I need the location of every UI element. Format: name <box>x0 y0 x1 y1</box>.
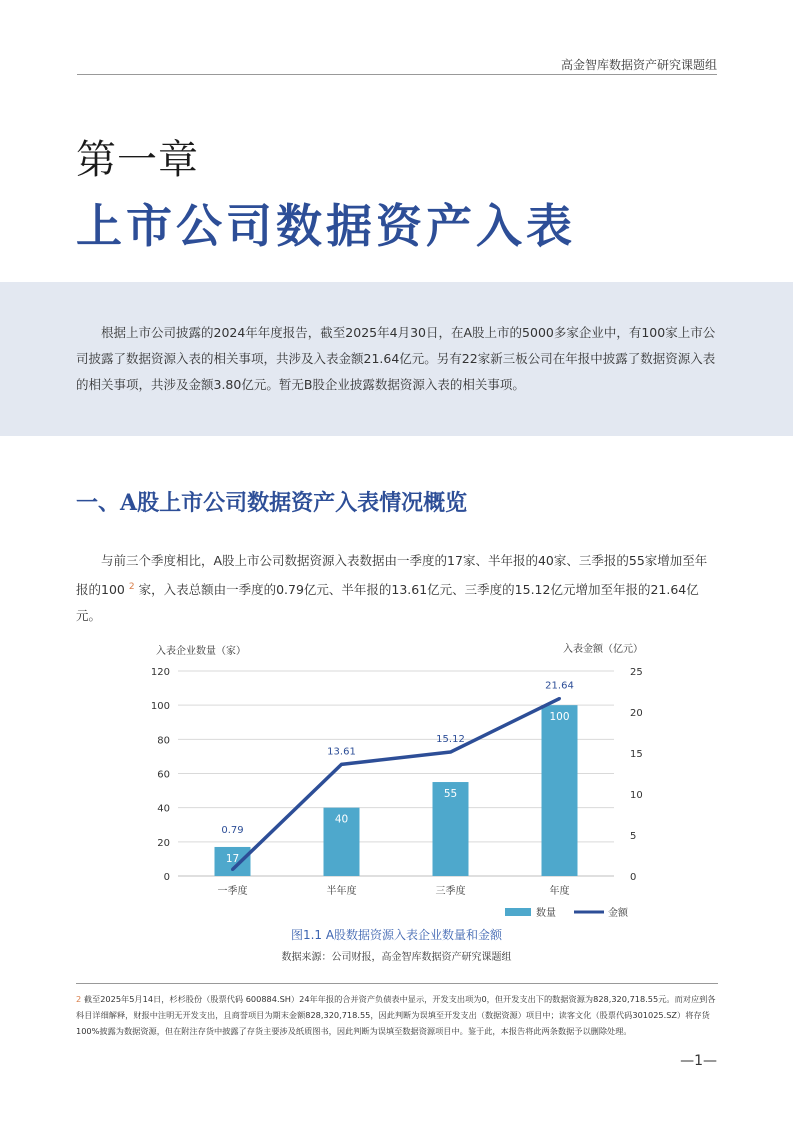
y-left-tick-label: 120 <box>150 667 170 678</box>
y-right-tick-label: 25 <box>630 667 643 678</box>
figure-caption: 图1.1 A股数据资源入表企业数量和金额 <box>290 928 503 942</box>
footnote-divider <box>76 983 718 984</box>
bar-value-label: 100 <box>549 711 570 724</box>
y-left-tick-label: 20 <box>157 837 170 849</box>
legend-label-bar: 数量 <box>536 908 556 919</box>
figure-chart <box>0 630 793 930</box>
footnote <box>76 991 717 1039</box>
y-right-tick-label: 5 <box>630 831 637 842</box>
body-text-before: 与前三个季度相比，A股上市公司数据资源入表数据由一季度的17家、半年报的40家、三季报的55家增加至年报的100 <box>76 553 708 598</box>
y-right-tick-label: 20 <box>630 708 643 719</box>
line-point <box>558 697 561 700</box>
legend-swatch-bar <box>505 908 531 916</box>
x-tick-label: 半年度 <box>326 886 357 897</box>
y-right-tick-label: 10 <box>630 790 643 801</box>
section-title: 一、A股上市公司数据资产入表情况概览 <box>76 490 468 516</box>
header-divider <box>77 74 717 75</box>
line-series-amount <box>233 699 560 870</box>
y-left-tick-label: 80 <box>157 735 170 747</box>
x-tick-label: 三季度 <box>435 886 466 897</box>
footnote-number: 2 <box>76 994 82 1004</box>
line-point <box>340 763 343 766</box>
bar <box>542 705 578 876</box>
body-text-after: 家，入表总额由一季度的0.79亿元、半年报的13.61亿元、三季度的15.12亿元增加至年报的21.64亿元。 <box>76 582 699 624</box>
line-point <box>449 751 452 754</box>
y-left-tick-label: 0 <box>163 872 170 883</box>
x-tick-label: 一季度 <box>217 886 248 897</box>
y-left-tick-label: 40 <box>157 803 170 815</box>
y-right-tick-label: 0 <box>630 872 637 883</box>
y-right-tick-label: 15 <box>630 749 643 760</box>
chapter-title: 上市公司数据资产入表 <box>76 199 576 253</box>
page-number: —1— <box>680 1053 717 1069</box>
line-value-label: 21.64 <box>545 680 574 692</box>
legend-label-line: 金额 <box>608 908 628 919</box>
figure-source: 数据来源：公司财报，高金智库数据资产研究课题组 <box>281 952 512 963</box>
y-left-axis-title: 入表企业数量（家） <box>156 646 246 657</box>
line-value-label: 15.12 <box>436 734 465 746</box>
x-tick-label: 年度 <box>549 886 570 897</box>
chapter-number: 第一章 <box>76 137 199 183</box>
org-name: 高金智库数据资产研究课题组 <box>560 58 717 72</box>
body-paragraph <box>76 548 717 629</box>
bar-value-label: 55 <box>443 788 458 801</box>
y-left-tick-label: 60 <box>157 769 170 781</box>
line-value-label: 13.61 <box>327 746 356 758</box>
bar-value-label: 17 <box>225 852 240 865</box>
intro-paragraph: 根据上市公司披露的2024年年度报告，截至2025年4月30日，在A股上市的5000多家企业中，有100家上市公司披露了数据资源入表的相关事项，共涉及入表金额21.64亿元。另有22家新三板公司在年报中披露了数据资源入表的相关事项，共涉及金额3.80亿元。暂无B股企业披露数据资源入表的相关事项。 <box>76 325 716 392</box>
footnote-ref[interactable]: 2 <box>128 582 135 592</box>
footnote-text: 截至2025年5月14日，杉杉股份（股票代码 600884.SH）24年年报的合并资产负债表中显示，开发支出项为0，但开发支出下的数据资源为828,320,718.55元。而对应到各科目详细解释，财报中注明无开发支出，且商誉项目为期末金额828,320,718.55，因此判断为误填至开发支出（数据资源）项目中；读客文化（股票代码301025.SZ）将存货100%披露为数据资源，但在附注存货中披露了存货主要涉及纸质图书，因此判断为误填至数据资源项目中。鉴于此，本报告将此两条数据予以删除处理。 <box>76 994 716 1036</box>
y-right-axis-title: 入表金额（亿元） <box>563 644 643 655</box>
line-point <box>231 868 234 871</box>
line-value-label: 0.79 <box>221 824 244 836</box>
y-left-tick-label: 100 <box>150 701 170 713</box>
bar-value-label: 40 <box>334 813 349 826</box>
